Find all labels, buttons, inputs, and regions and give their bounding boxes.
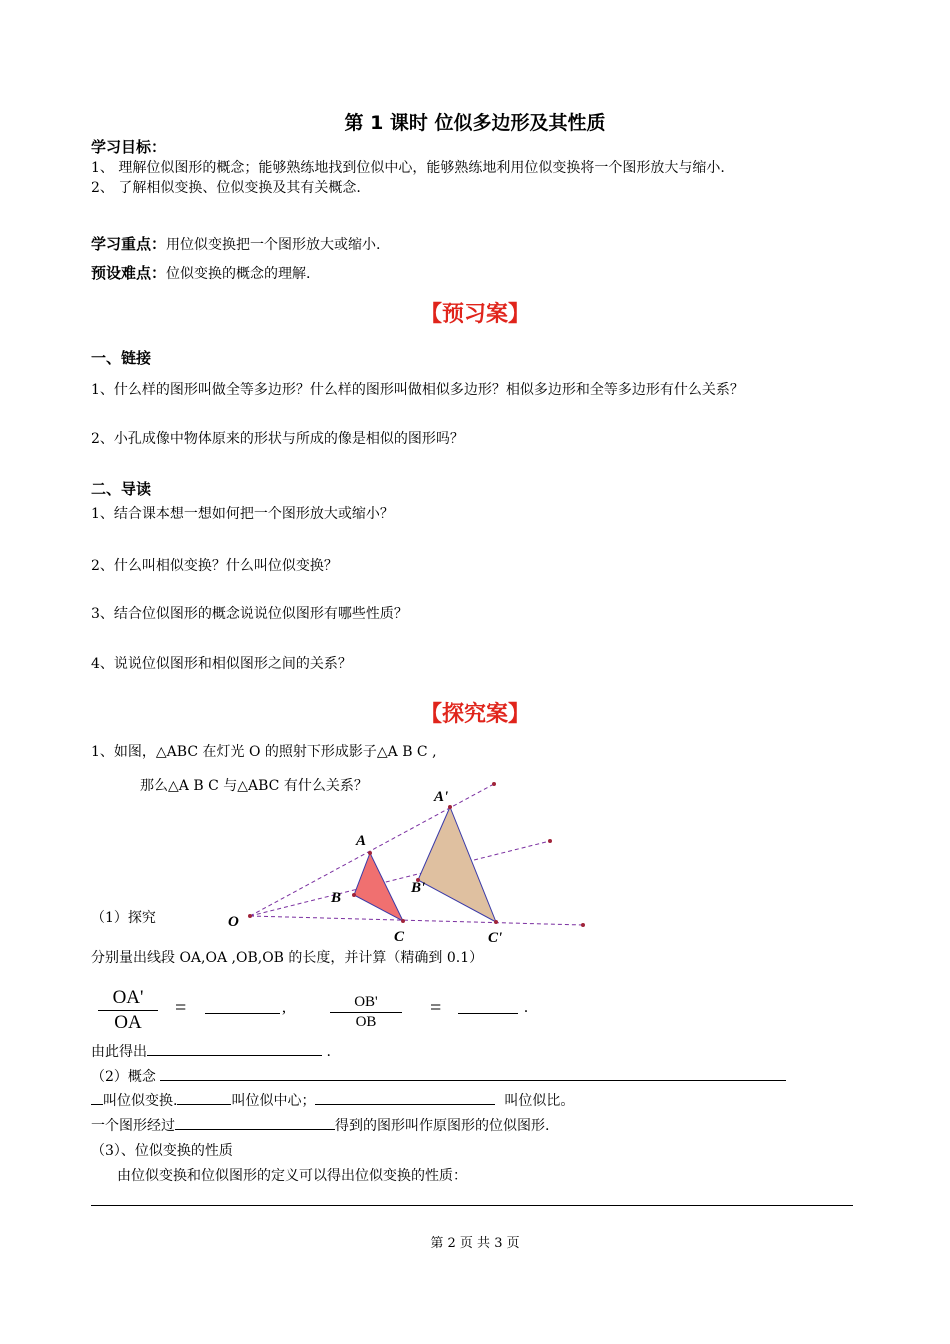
guide-question-2: 2、什么叫相似变换？什么叫位似变换？ bbox=[91, 558, 338, 574]
explore-banner: 【探究案】 bbox=[419, 702, 530, 727]
concept-text-d: 一个图形经过 bbox=[91, 1118, 175, 1134]
conclusion-blank[interactable] bbox=[147, 1041, 322, 1056]
label-c: C bbox=[394, 929, 405, 945]
concept-blank-4[interactable] bbox=[315, 1090, 495, 1105]
key-point-text: 用位似变换把一个图形放大或缩小. bbox=[166, 237, 381, 253]
preview-banner: 【预习案】 bbox=[419, 302, 530, 327]
explore-question-line1: 1、如图，△ABC 在灯光 O 的照射下形成影子△A B C , bbox=[91, 744, 437, 760]
section-link-heading: 一、链接 bbox=[91, 349, 152, 367]
concept-label: （2）概念 bbox=[91, 1069, 156, 1085]
fraction-oa bbox=[98, 987, 158, 1034]
conclusion-line bbox=[91, 1041, 331, 1061]
part3-label: （3）、位似变换的性质 bbox=[91, 1143, 233, 1159]
point-a1 bbox=[448, 805, 452, 809]
comma: , bbox=[282, 999, 286, 1016]
concept-line-3 bbox=[91, 1115, 549, 1135]
ray-end-c bbox=[581, 923, 585, 927]
concept-blank-5[interactable] bbox=[175, 1115, 335, 1130]
part1-label: （1）探究 bbox=[91, 910, 156, 926]
equals-sign-1: = bbox=[175, 997, 187, 1019]
fraction-ob-numerator: OB' bbox=[354, 994, 378, 1010]
point-b bbox=[352, 893, 356, 897]
fraction-oa-denominator: OA bbox=[114, 1012, 142, 1033]
homothety-figure bbox=[220, 775, 600, 950]
link-question-1: 1、什么样的图形叫做全等多边形？什么样的图形叫做相似多边形？相似多边形和全等多边形有什么关系？ bbox=[91, 382, 744, 398]
objective-item: 1、 理解位似图形的概念；能够熟练地找到位似中心，能够熟练地利用位似变换将一个图形放大与缩小. bbox=[91, 160, 725, 176]
part3-text: 由位似变换和位似图形的定义可以得出位似变换的性质： bbox=[117, 1168, 467, 1184]
concept-text-c: 叫位似比。 bbox=[504, 1093, 575, 1109]
fraction-ob-denominator: OB bbox=[355, 1014, 377, 1030]
concept-text-a: 叫位似变换. bbox=[103, 1093, 178, 1109]
measure-instruction: 分别量出线段 OA,OA ,OB,OB 的长度，并计算（精确到 0.1） bbox=[91, 950, 484, 966]
point-o bbox=[248, 914, 252, 918]
point-c bbox=[401, 919, 405, 923]
label-b: B bbox=[331, 890, 342, 906]
concept-line-2 bbox=[91, 1090, 574, 1110]
point-c1 bbox=[494, 920, 498, 924]
concept-blank-2[interactable] bbox=[91, 1090, 103, 1105]
triangle-a1b1c1 bbox=[418, 807, 496, 922]
concept-blank-3[interactable] bbox=[177, 1090, 231, 1105]
period: . bbox=[524, 999, 528, 1016]
key-point-label: 学习重点： bbox=[91, 235, 167, 253]
label-a1: A' bbox=[434, 789, 449, 805]
explore-question-line2: 那么△A B C 与△ABC 有什么关系？ bbox=[140, 778, 368, 794]
key-point bbox=[91, 233, 380, 254]
ray-oc bbox=[250, 916, 583, 925]
concept-line-1 bbox=[91, 1066, 786, 1086]
section-guide-heading: 二、导读 bbox=[91, 480, 152, 498]
conclusion-suffix: . bbox=[326, 1044, 331, 1060]
point-a bbox=[368, 851, 372, 855]
difficulty bbox=[91, 262, 310, 283]
concept-text-e: 得到的图形叫作原图形的位似图形. bbox=[335, 1118, 550, 1134]
equals-sign-2: = bbox=[430, 997, 442, 1019]
answer-blank-2[interactable] bbox=[458, 1013, 518, 1014]
label-a: A bbox=[356, 833, 367, 849]
difficulty-text: 位似变换的概念的理解. bbox=[166, 266, 311, 282]
ray-end-b bbox=[548, 839, 552, 843]
ray-end-a bbox=[492, 782, 496, 786]
ray-ob bbox=[250, 841, 550, 916]
answer-blank-1[interactable] bbox=[205, 1013, 280, 1014]
concept-blank-1[interactable] bbox=[160, 1066, 786, 1081]
guide-question-4: 4、说说位似图形和相似图形之间的关系？ bbox=[91, 656, 352, 672]
page-title: 第 1 课时 位似多边形及其性质 bbox=[344, 112, 606, 134]
page-footer: 第 2 页 共 3 页 bbox=[430, 1236, 520, 1251]
link-question-2: 2、小孔成像中物体原来的形状与所成的像是相似的图形吗？ bbox=[91, 431, 464, 447]
fraction-ob bbox=[330, 994, 402, 1031]
label-b1: B' bbox=[411, 880, 426, 896]
fraction-oa-numerator: OA' bbox=[112, 987, 144, 1008]
triangle-abc bbox=[354, 853, 403, 921]
label-c1: C' bbox=[488, 930, 503, 946]
guide-question-3: 3、结合位似图形的概念说说位似图形有哪些性质？ bbox=[91, 606, 408, 622]
guide-question-1: 1、结合课本想一想如何把一个图形放大或缩小？ bbox=[91, 506, 394, 522]
difficulty-label: 预设难点： bbox=[91, 264, 167, 282]
objectives-heading: 学习目标： bbox=[91, 138, 167, 156]
label-o: O bbox=[228, 914, 239, 930]
conclusion-prefix: 由此得出 bbox=[91, 1044, 147, 1060]
footer-divider bbox=[91, 1205, 853, 1206]
objective-item: 2、 了解相似变换、位似变换及其有关概念. bbox=[91, 180, 361, 196]
concept-text-b: 叫位似中心； bbox=[231, 1093, 316, 1109]
